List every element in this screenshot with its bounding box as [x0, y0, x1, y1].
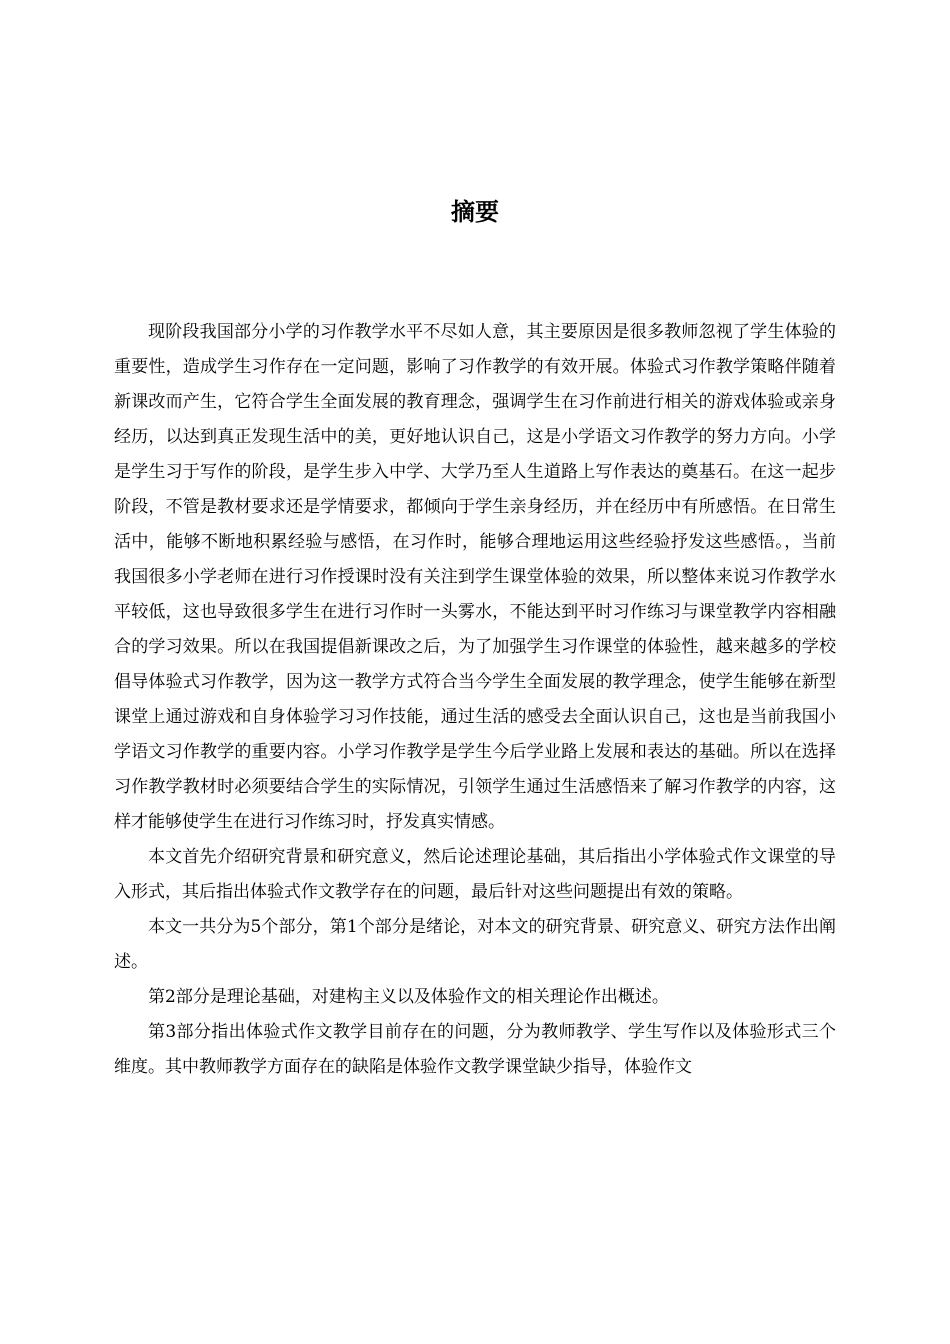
paragraph: 第2部分是理论基础，对建构主义以及体验作文的相关理论作出概述。: [148, 987, 669, 1007]
paragraph: 本文首先介绍研究背景和研究意义，然后论述理论基础，其后指出小学体验式作文课堂的导入形式，其后指出体验式作文教学存在的问题，最后针对这些问题提出有效的策略。: [114, 847, 836, 902]
paragraph: 本文一共分为5个部分，第1个部分是绪论，对本文的研究背景、研究意义、研究方法作出阐述。: [114, 917, 836, 972]
abstract-body: [114, 315, 836, 1085]
page-title: 摘要: [451, 198, 499, 226]
paragraph: 现阶段我国部分小学的习作教学水平不尽如人意，其主要原因是很多教师忽视了学生体验的重要性，造成学生习作存在一定问题，影响了习作教学的有效开展。体验式习作教学策略伴随着新课改而产生，它符合学生全面发展的教育理念，强调学生在习作前进行相关的游戏体验或亲身经历，以达到真正发现生活中的美，更好地认识自己，这是小学语文习作教学的努力方向。小学是学生习于写作的阶段，是学生步入中学、大学乃至人生道路上写作表达的奠基石。在这一起步阶段，不管是教材要求还是学情要求，都倾向于学生亲身经历，并在经历中有所感悟。在日常生活中，能够不断地积累经验与感悟，在习作时，能够合理地运用这些经验抒发这些感悟。，当前我国很多小学老师在进行习作授课时没有关注到学生课堂体验的效果，所以整体来说习作教学水平较低，这也导致很多学生在进行习作时一头雾水，不能达到平时习作练习与课堂教学内容相融合的学习效果。所以在我国提倡新课改之后，为了加强学生习作课堂的体验性，越来越多的学校倡导体验式习作教学，因为这一教学方式符合当今学生全面发展的教学理念，使学生能够在新型课堂上通过游戏和自身体验学习习作技能，通过生活的感受去全面认识自己，这也是当前我国小学语文习作教学的重要内容。小学习作教学是学生今后学业路上发展和表达的基础。所以在选择习作教学教材时必须要结合学生的实际情况，引领学生通过生活感悟来了解习作教学的内容，这样才能够使学生在进行习作练习时，抒发真实情感。: [114, 322, 836, 832]
paragraph: 第3部分指出体验式作文教学目前存在的问题，分为教师教学、学生写作以及体验形式三个维度。其中教师教学方面存在的缺陷是体验作文教学课堂缺少指导，体验作文: [114, 1022, 836, 1077]
